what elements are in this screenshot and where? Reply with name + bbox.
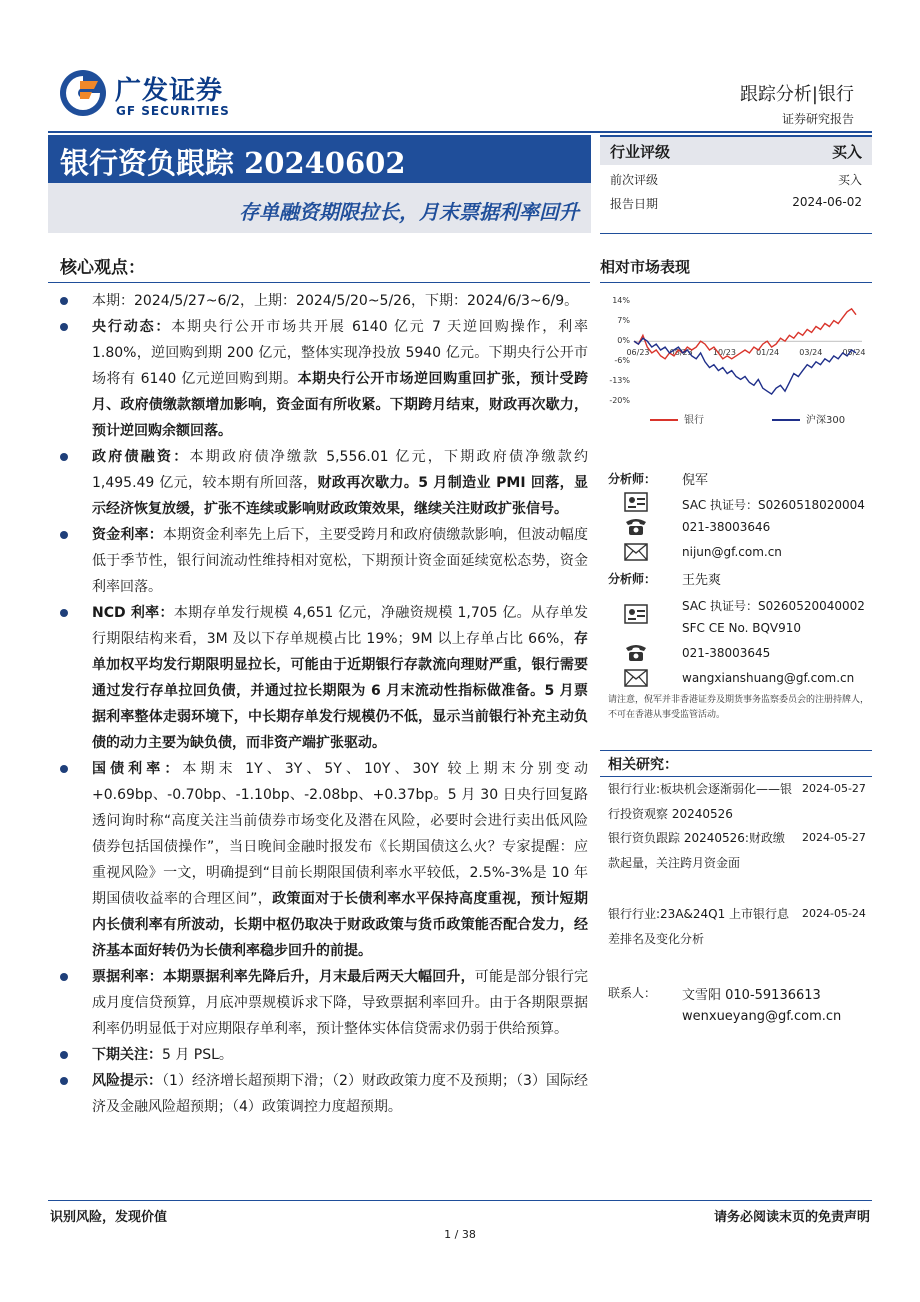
contact-name-phone: 文雪阳 010-59136613 bbox=[682, 988, 821, 1003]
rating-label: 行业评级 bbox=[610, 143, 671, 161]
bullet-emphasis-text: NCD 利率： bbox=[92, 605, 174, 621]
email-icon bbox=[624, 542, 648, 562]
y-tick-label: 14% bbox=[612, 296, 630, 305]
related-item-1[interactable]: 银行行业:板块机会逐渐弱化——银行投资观察 20240526 bbox=[608, 782, 793, 821]
related-item-3-date: 2024-05-24 bbox=[802, 907, 866, 920]
legend-label: 沪深300 bbox=[806, 415, 846, 426]
bullet-emphasis-text: 风险提示： bbox=[92, 1073, 163, 1089]
analyst-2-sac: SAC 执证号：S0260520040002 bbox=[682, 599, 865, 613]
x-tick-label: 03/24 bbox=[799, 348, 823, 358]
x-tick-label: 08/23 bbox=[669, 348, 693, 358]
bullet-emphasis-text: 财政再次歇力。5 月制造业 PMI 回落，显示经济恢复放缓，扩张不连续或影响财政政策效果，继续关注财政扩张信号。 bbox=[92, 475, 588, 517]
id-card-icon bbox=[624, 604, 648, 624]
core-views-divider bbox=[48, 282, 590, 283]
report-date-value: 2024-06-02 bbox=[792, 195, 862, 209]
header-divider bbox=[48, 131, 872, 133]
analyst-1-sac: SAC 执证号：S0260518020004 bbox=[682, 498, 865, 512]
bullet-emphasis-text: 国债利率： bbox=[92, 761, 183, 777]
analyst-2-name: 王先爽 bbox=[682, 573, 722, 588]
bullet-emphasis-text: 政策面对于长债利率水平保持高度重视，预计短期内长债利率有所波动，长期中枢仍取决于财政政策与货币政策能否配合发力，经济基本面好转仍为长债利率稳步回升的前提。 bbox=[92, 891, 588, 959]
analyst-disclaimer-note: 请注意，倪军并非香港证券及期货事务监察委员会的注册持牌人，不可在香港从事受监管活动。 bbox=[608, 695, 870, 720]
email-icon bbox=[624, 668, 648, 688]
core-bullet bbox=[48, 522, 588, 600]
report-subtitle: 存单融资期限拉长，月末票据利率回升 bbox=[239, 200, 579, 224]
contact-label: 联系人： bbox=[608, 986, 657, 1000]
x-tick-label: 05/24 bbox=[842, 348, 866, 358]
analyst-1-name: 倪军 bbox=[682, 473, 709, 488]
bullet-text: （1）经济增长超预期下滑；（2）财政政策力度不及预期；（3）国际经济及金融风险超预期；（4）政策调控力度超预期。 bbox=[92, 1073, 588, 1115]
bullet-emphasis-text: 下期关注： bbox=[92, 1047, 162, 1063]
bullet-emphasis-text: 存单加权平均发行期限明显拉长，可能由于近期银行存款流向理财严重，银行需要通过发行存单拉回负债，并通过拉长期限为 6 月末流动性指标做准备。5 月票据利率整体走弱环境下，中长期存单发行规模仍不低，显示当前银行补充主动负债的动力主要为缺负债，而非资产端扩张驱动。 bbox=[92, 631, 588, 751]
gf-logo-icon bbox=[58, 68, 108, 118]
logo-text-cn: 广发证券 bbox=[115, 76, 224, 106]
bullet-text: 可能是部分银行完成月度信贷预算，月底冲票规模诉求下降，导致票据利率回升。由于各期限票据利率仍明显低于对应期限存单利率，预计整体实体信贷需求仍弱于供给预算。 bbox=[92, 969, 589, 1037]
page-number: 1 / 38 bbox=[444, 1228, 476, 1241]
footer-disclaimer-link[interactable]: 请务必阅读末页的免责声明 bbox=[713, 1210, 870, 1225]
related-item-3[interactable]: 银行行业:23A&24Q1 上市银行息差排名及变化分析 bbox=[608, 907, 790, 946]
subtitle-band bbox=[48, 183, 591, 233]
related-research-title: 相关研究： bbox=[608, 757, 678, 773]
performance-chart bbox=[600, 290, 872, 440]
bullet-text: 本期存单发行规模 4,651 亿元，净融资规模 1,705 亿。从存单发行期限结构来看，3M 及以下存单规模占比 19%；9M 以上存单占比 66%， bbox=[92, 605, 588, 647]
y-tick-label: -13% bbox=[609, 376, 630, 385]
analyst-1-email[interactable]: nijun@gf.com.cn bbox=[682, 545, 782, 559]
performance-divider bbox=[600, 282, 872, 283]
report-date-label: 报告日期 bbox=[610, 197, 659, 211]
core-bullet bbox=[48, 314, 588, 444]
bullet-text: 本期央行公开市场共开展 6140 亿元 7 天逆回购操作，利率 1.80%，逆回购到期 200 亿元，整体实现净投放 5940 亿元。下期央行公开市场将有 6140 亿元逆回购到期。 bbox=[92, 319, 588, 387]
bullet-text: 本期政府债净缴款 5,556.01 亿元，下期政府债净缴款约 1,495.49 亿元，较本期有所回落， bbox=[92, 449, 588, 491]
y-tick-label: 0% bbox=[617, 336, 630, 345]
analyst-1-label: 分析师： bbox=[608, 472, 657, 486]
report-type: 跟踪分析|银行 bbox=[739, 84, 854, 105]
x-tick-label: 01/24 bbox=[756, 348, 780, 358]
report-title: 银行资负跟踪 20240602 bbox=[60, 146, 406, 180]
related-item-1-date: 2024-05-27 bbox=[802, 782, 866, 795]
related-item-2[interactable]: 银行资负跟踪 20240526:财政缴款起量，关注跨月资金面 bbox=[608, 831, 785, 870]
bullet-text: 5 月 PSL。 bbox=[162, 1047, 233, 1063]
analyst-2-email[interactable]: wangxianshuang@gf.com.cn bbox=[682, 671, 855, 685]
analyst-2-sfc: SFC CE No. BQV910 bbox=[682, 621, 802, 635]
series-line-csi300 bbox=[634, 338, 856, 394]
x-tick-label: 10/23 bbox=[712, 348, 736, 358]
bullet-emphasis-text: 央行动态： bbox=[92, 319, 172, 335]
related-item-2-date: 2024-05-27 bbox=[802, 831, 866, 844]
footer-divider bbox=[48, 1200, 872, 1201]
contact-email[interactable]: wenxueyang@gf.com.cn bbox=[682, 1009, 842, 1024]
footer-slogan: 识别风险，发现价值 bbox=[50, 1210, 168, 1225]
phone-icon bbox=[624, 516, 648, 536]
phone-icon bbox=[624, 642, 648, 662]
bullet-emphasis-text: 政府债融资： bbox=[92, 449, 190, 465]
analyst-2-label: 分析师： bbox=[608, 572, 657, 586]
analyst-2-phone: 021-38003645 bbox=[682, 646, 771, 660]
bullet-text: 本期资金利率先上后下，主要受跨月和政府债缴款影响，但波动幅度低于季节性，银行间流动性维持相对宽松，下期预计资金面延续宽松态势，资金利率回落。 bbox=[92, 527, 589, 595]
series-line-bank bbox=[634, 309, 856, 359]
core-bullet bbox=[48, 964, 588, 1042]
report-category: 证券研究报告 bbox=[781, 112, 854, 126]
previous-rating-value: 买入 bbox=[837, 173, 862, 187]
rating-row-date bbox=[600, 192, 872, 214]
core-views-title: 核心观点： bbox=[60, 258, 145, 278]
analyst-1-phone: 021-38003646 bbox=[682, 520, 771, 534]
rating-header bbox=[600, 135, 872, 165]
performance-title: 相对市场表现 bbox=[600, 258, 691, 276]
core-views-list bbox=[48, 288, 588, 1120]
bullet-emphasis-text: 票据利率：本期票据利率先降后升，月末最后两天大幅回升， bbox=[92, 969, 475, 985]
bullet-emphasis-text: 资金利率： bbox=[92, 527, 163, 543]
core-bullet bbox=[48, 288, 588, 314]
related-divider-top bbox=[600, 750, 872, 751]
rating-value: 买入 bbox=[831, 143, 862, 161]
x-tick-label: 06/23 bbox=[626, 348, 650, 358]
bullet-text: 本期：2024/5/27~6/2，上期：2024/5/20~5/26，下期：2024/6/3~6/9。 bbox=[92, 293, 579, 309]
id-card-icon bbox=[624, 492, 648, 512]
logo-text-en: GF SECURITIES bbox=[116, 104, 230, 118]
y-tick-label: 7% bbox=[617, 316, 630, 325]
core-bullet bbox=[48, 600, 588, 756]
previous-rating-label: 前次评级 bbox=[610, 173, 659, 187]
core-bullet bbox=[48, 1042, 588, 1068]
legend-label: 银行 bbox=[684, 415, 704, 426]
bullet-text: 本期末 1Y、3Y、5Y、10Y、30Y 较上期末分别变动+0.69bp、-0.70bp、-1.10bp、-2.08bp、+0.37bp。5 月 30 日央行回复路透问询时称“高度关注当前债券市场变化及潜在风险，必要时会进行卖出低风险债券包括国债操作”，当日晚间金融时报发布《长期国债这么火？专家提醒：应重视风险》一文，明确提到“目前长期限国债利率水平较低，2.5%-3%是 10 年期国债收益率的合理区间”， bbox=[92, 761, 589, 907]
core-bullet bbox=[48, 1068, 588, 1120]
rating-divider bbox=[600, 233, 872, 234]
rating-row-previous bbox=[600, 168, 872, 190]
y-tick-label: -20% bbox=[609, 396, 630, 405]
y-tick-label: -6% bbox=[614, 356, 630, 365]
core-bullet bbox=[48, 444, 588, 522]
core-bullet bbox=[48, 756, 588, 964]
bullet-emphasis-text: 本期央行公开市场逆回购重回扩张，预计受跨月、政府债缴款额增加影响，资金面有所收紧。下期跨月结束，财政再次歇力，预计逆回购余额回落。 bbox=[92, 371, 589, 439]
title-band bbox=[48, 135, 591, 183]
